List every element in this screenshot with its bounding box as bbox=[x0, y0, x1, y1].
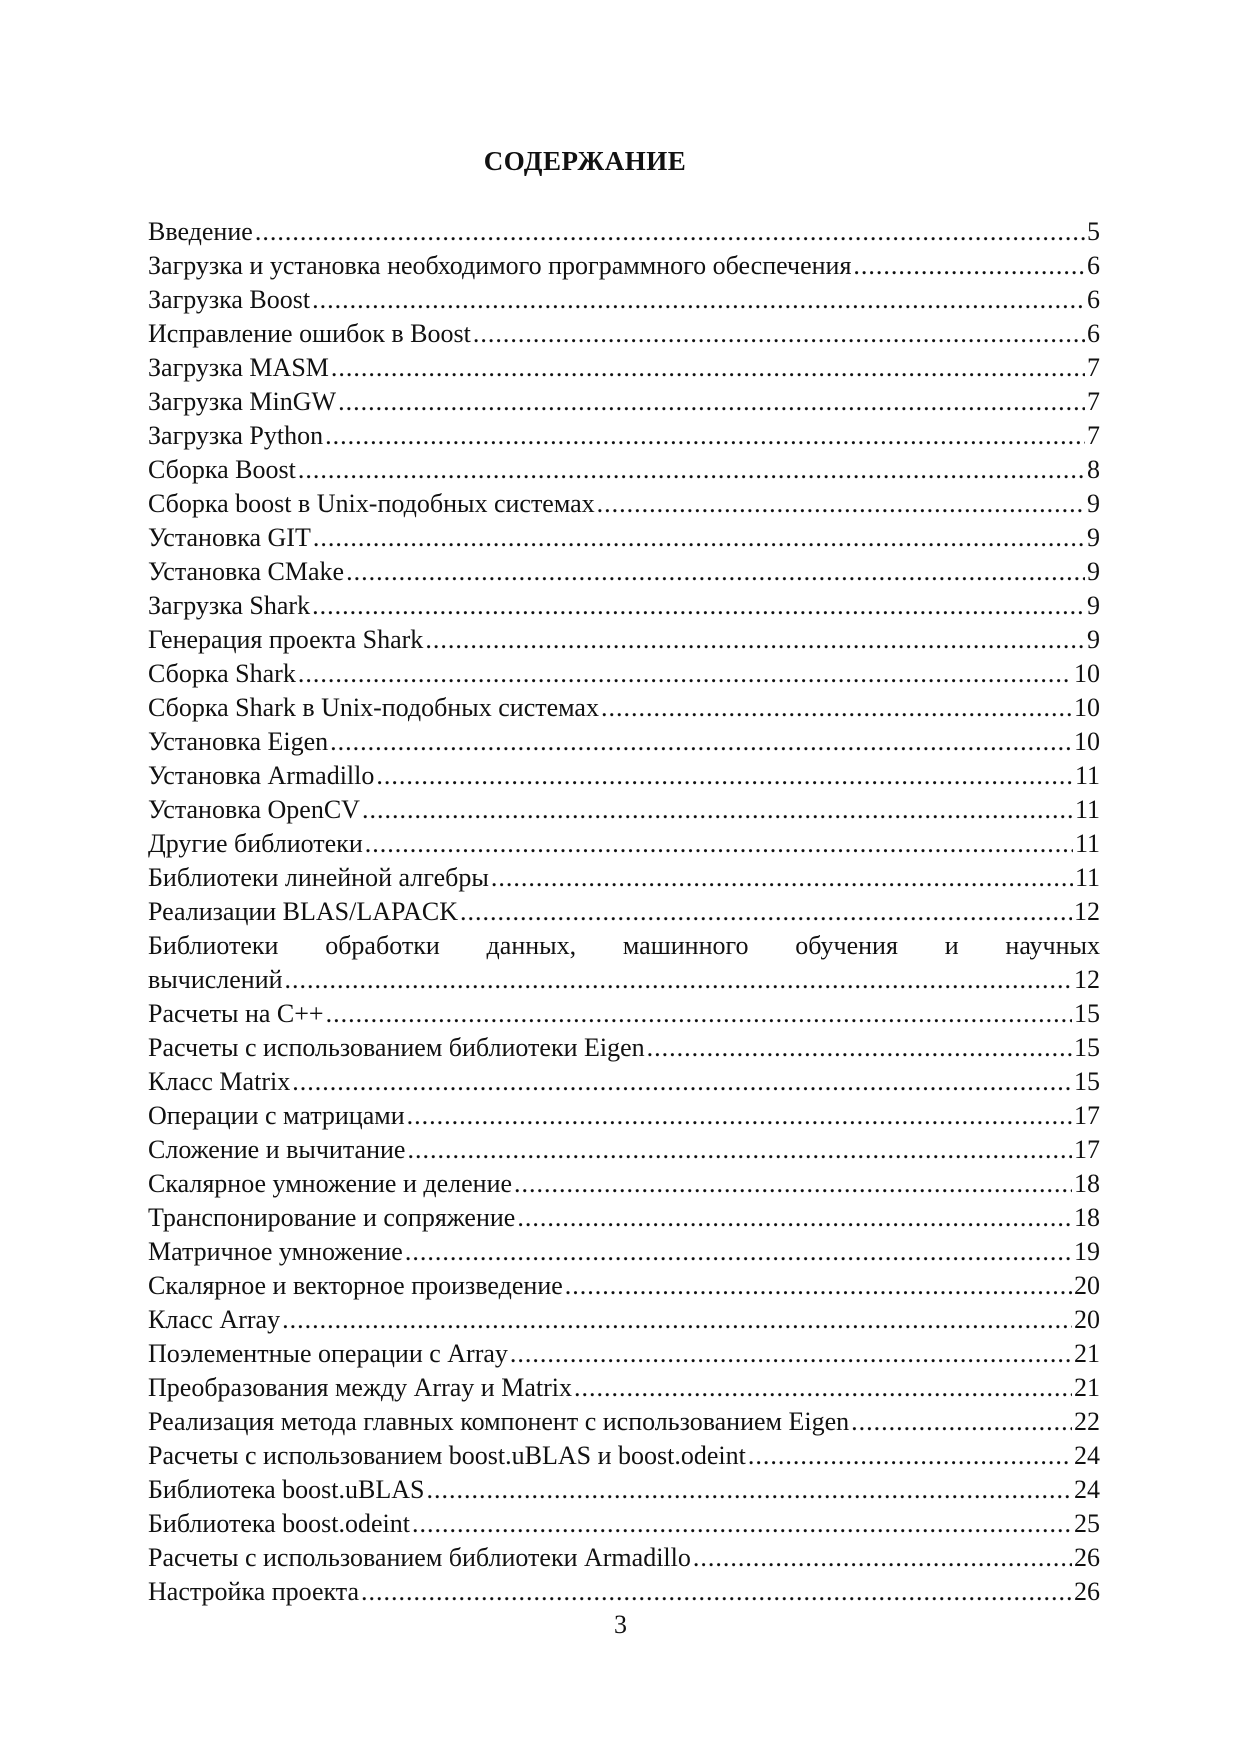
toc-entry bbox=[148, 249, 1100, 283]
toc-leader bbox=[851, 1405, 1072, 1439]
toc-leader bbox=[514, 1167, 1072, 1201]
toc-entry-text: Класс Matrix bbox=[148, 1067, 291, 1096]
toc-entry-text: Загрузка Boost bbox=[148, 285, 311, 314]
toc-page-number: 10 bbox=[1074, 659, 1100, 688]
toc-entry bbox=[148, 351, 1100, 385]
toc-entry bbox=[148, 1473, 1100, 1507]
toc-page-number: 7 bbox=[1087, 421, 1100, 450]
toc-entry-text: Расчеты на C++ bbox=[148, 999, 324, 1028]
toc-leader bbox=[331, 351, 1085, 385]
toc-leader bbox=[853, 249, 1085, 283]
toc-entry-text: Поэлементные операции с Array bbox=[148, 1339, 508, 1368]
toc-entry bbox=[148, 1099, 1100, 1133]
toc-page-number: 17 bbox=[1074, 1135, 1100, 1164]
toc-page-number: 8 bbox=[1087, 455, 1100, 484]
toc-leader bbox=[312, 283, 1085, 317]
toc-page-number: 9 bbox=[1087, 523, 1100, 552]
toc-leader bbox=[361, 1575, 1072, 1609]
toc-entry-text: Загрузка Shark bbox=[148, 591, 311, 620]
toc-entry bbox=[148, 793, 1100, 827]
toc-page-number: 21 bbox=[1074, 1373, 1100, 1402]
toc-entry-text: Сборка Shark в Unix-подобных системах bbox=[148, 693, 599, 722]
toc-entry bbox=[148, 827, 1100, 861]
toc-page-number: 15 bbox=[1074, 1067, 1100, 1096]
toc-entry bbox=[148, 759, 1100, 793]
toc-leader bbox=[365, 827, 1073, 861]
toc-leader bbox=[491, 861, 1073, 895]
toc-entry-text: Расчеты с использованием библиотеки Armadillo bbox=[148, 1543, 691, 1572]
toc-leader bbox=[362, 793, 1073, 827]
toc-entry bbox=[148, 317, 1100, 351]
toc-leader bbox=[426, 1473, 1072, 1507]
toc-entry bbox=[148, 997, 1100, 1031]
toc-entry-text: Загрузка и установка необходимого программного обеспечения bbox=[148, 251, 852, 280]
toc-entry-text: Реализации BLAS/LAPACK bbox=[148, 897, 458, 926]
toc-page-number: 7 bbox=[1087, 353, 1100, 382]
toc-leader bbox=[407, 1099, 1072, 1133]
toc-entry-text: вычислений bbox=[148, 965, 283, 994]
toc-entry bbox=[148, 1235, 1100, 1269]
toc-leader bbox=[473, 317, 1085, 351]
toc-leader bbox=[574, 1371, 1072, 1405]
toc-entry-text: Установка GIT bbox=[148, 523, 311, 552]
toc-leader bbox=[460, 895, 1072, 929]
toc-page-number: 26 bbox=[1074, 1577, 1100, 1606]
toc-entry bbox=[148, 1031, 1100, 1065]
toc-page-number: 10 bbox=[1074, 693, 1100, 722]
toc-page-number: 18 bbox=[1074, 1203, 1100, 1232]
toc-entry-text: Установка Eigen bbox=[148, 727, 329, 756]
toc-entry bbox=[148, 1405, 1100, 1439]
toc-page-number: 11 bbox=[1074, 795, 1100, 824]
toc-entry bbox=[148, 963, 1100, 997]
toc-entry-wrapped-line: Библиотеки обработки данных, машинного обучения и научных bbox=[148, 931, 1100, 960]
toc-page-number: 6 bbox=[1087, 285, 1100, 314]
toc-leader bbox=[405, 1235, 1072, 1269]
toc-leader bbox=[510, 1337, 1072, 1371]
toc-page-number: 5 bbox=[1087, 217, 1100, 246]
toc-entry-text: Сборка boost в Unix-подобных системах bbox=[148, 489, 595, 518]
toc-page-number: 6 bbox=[1087, 319, 1100, 348]
toc-entry bbox=[148, 1337, 1100, 1371]
toc-entry bbox=[148, 589, 1100, 623]
toc-page-number: 19 bbox=[1074, 1237, 1100, 1266]
toc-entry bbox=[148, 1439, 1100, 1473]
toc-entry bbox=[148, 1133, 1100, 1167]
toc-page-number: 26 bbox=[1074, 1543, 1100, 1572]
toc-entry-text: Библиотека boost.odeint bbox=[148, 1509, 410, 1538]
toc-leader bbox=[565, 1269, 1072, 1303]
toc-entry bbox=[148, 657, 1100, 691]
toc-entry bbox=[148, 555, 1100, 589]
toc-leader bbox=[693, 1541, 1072, 1575]
toc-entry-text: Загрузка Python bbox=[148, 421, 324, 450]
toc-entry-text: Расчеты с использованием библиотеки Eigen bbox=[148, 1033, 645, 1062]
toc-page-number: 10 bbox=[1074, 727, 1100, 756]
toc-page-number: 25 bbox=[1074, 1509, 1100, 1538]
toc-entry-text: Расчеты с использованием boost.uBLAS и boost.odeint bbox=[148, 1441, 746, 1470]
toc-entry-text: Матричное умножение bbox=[148, 1237, 403, 1266]
toc-entry bbox=[148, 419, 1100, 453]
toc-leader bbox=[326, 997, 1072, 1031]
toc-entry bbox=[148, 1269, 1100, 1303]
toc-page-number: 24 bbox=[1074, 1475, 1100, 1504]
table-of-contents bbox=[148, 215, 1100, 1609]
toc-entry-text: Класс Array bbox=[148, 1305, 281, 1334]
toc-leader bbox=[601, 691, 1072, 725]
toc-leader bbox=[292, 1065, 1072, 1099]
toc-leader bbox=[325, 419, 1085, 453]
toc-page-number: 22 bbox=[1074, 1407, 1100, 1436]
toc-leader bbox=[255, 215, 1085, 249]
toc-entry-text: Генерация проекта Shark bbox=[148, 625, 424, 654]
toc-page-number: 12 bbox=[1074, 897, 1100, 926]
toc-page-number: 7 bbox=[1087, 387, 1100, 416]
toc-leader bbox=[312, 589, 1085, 623]
toc-page-number: 15 bbox=[1074, 999, 1100, 1028]
toc-page-number: 15 bbox=[1074, 1033, 1100, 1062]
toc-entry-text: Загрузка MASM bbox=[148, 353, 329, 382]
toc-leader bbox=[647, 1031, 1072, 1065]
toc-leader bbox=[597, 487, 1085, 521]
toc-entry bbox=[148, 1541, 1100, 1575]
toc-leader bbox=[412, 1507, 1072, 1541]
toc-leader bbox=[425, 623, 1085, 657]
toc-page-number: 6 bbox=[1087, 251, 1100, 280]
toc-page-number: 11 bbox=[1074, 863, 1100, 892]
toc-entry bbox=[148, 1201, 1100, 1235]
toc-page-number: 9 bbox=[1087, 591, 1100, 620]
toc-entry-text: Реализация метода главных компонент с использованием Eigen bbox=[148, 1407, 850, 1436]
toc-entry bbox=[148, 283, 1100, 317]
toc-entry bbox=[148, 1303, 1100, 1337]
toc-page-number: 9 bbox=[1087, 557, 1100, 586]
toc-page-number: 17 bbox=[1074, 1101, 1100, 1130]
toc-leader bbox=[407, 1133, 1072, 1167]
toc-entry bbox=[148, 1371, 1100, 1405]
toc-leader bbox=[330, 725, 1072, 759]
toc-entry-text: Сложение и вычитание bbox=[148, 1135, 406, 1164]
toc-page-number: 11 bbox=[1074, 761, 1100, 790]
toc-entry-text: Операции с матрицами bbox=[148, 1101, 405, 1130]
toc-page-number: 11 bbox=[1074, 829, 1100, 858]
toc-entry-text: Библиотеки линейной алгебры bbox=[148, 863, 489, 892]
toc-page-number: 9 bbox=[1087, 489, 1100, 518]
toc-entry bbox=[148, 1167, 1100, 1201]
toc-entry-text: Введение bbox=[148, 217, 253, 246]
toc-entry-text: Установка Armadillo bbox=[148, 761, 375, 790]
toc-entry bbox=[148, 1065, 1100, 1099]
toc-leader bbox=[282, 1303, 1072, 1337]
toc-entry bbox=[148, 1575, 1100, 1609]
toc-entry bbox=[148, 725, 1100, 759]
toc-entry-text: Преобразования между Array и Matrix bbox=[148, 1373, 572, 1402]
toc-entry bbox=[148, 895, 1100, 929]
toc-entry bbox=[148, 215, 1100, 249]
toc-entry bbox=[148, 691, 1100, 725]
toc-page-number: 12 bbox=[1074, 965, 1100, 994]
toc-entry-text: Настройка проекта bbox=[148, 1577, 360, 1606]
page-title: СОДЕРЖАНИЕ bbox=[483, 146, 687, 176]
toc-page-number: 9 bbox=[1087, 625, 1100, 654]
toc-page-number: 18 bbox=[1074, 1169, 1100, 1198]
toc-entry bbox=[148, 861, 1100, 895]
toc-page-number: 24 bbox=[1074, 1441, 1100, 1470]
toc-entry-text: Исправление ошибок в Boost bbox=[148, 319, 471, 348]
toc-entry-text: Скалярное умножение и деление bbox=[148, 1169, 513, 1198]
toc-leader bbox=[338, 385, 1085, 419]
toc-leader bbox=[346, 555, 1085, 589]
toc-entry bbox=[148, 623, 1100, 657]
toc-leader bbox=[517, 1201, 1072, 1235]
toc-entry-text: Загрузка MinGW bbox=[148, 387, 337, 416]
page-number: 3 bbox=[614, 1610, 627, 1639]
toc-leader bbox=[748, 1439, 1072, 1473]
toc-entry bbox=[148, 1507, 1100, 1541]
toc-entry-text: Другие библиотеки bbox=[148, 829, 363, 858]
toc-leader bbox=[376, 759, 1073, 793]
toc-leader bbox=[298, 657, 1072, 691]
toc-entry-text: Сборка Boost bbox=[148, 455, 296, 484]
toc-entry-text: Транспонирование и сопряжение bbox=[148, 1203, 516, 1232]
toc-leader bbox=[285, 963, 1072, 997]
toc-entry bbox=[148, 487, 1100, 521]
toc-entry-text: Сборка Shark bbox=[148, 659, 296, 688]
toc-entry-text: Установка OpenCV bbox=[148, 795, 360, 824]
toc-leader bbox=[298, 453, 1085, 487]
toc-entry-text: Скалярное и векторное произведение bbox=[148, 1271, 563, 1300]
toc-entry bbox=[148, 385, 1100, 419]
toc-page-number: 20 bbox=[1074, 1271, 1100, 1300]
toc-entry bbox=[148, 521, 1100, 555]
toc-entry-text: Установка CMake bbox=[148, 557, 345, 586]
toc-entry bbox=[148, 453, 1100, 487]
toc-page-number: 20 bbox=[1074, 1305, 1100, 1334]
toc-leader bbox=[313, 521, 1085, 555]
toc-entry-text: Библиотека boost.uBLAS bbox=[148, 1475, 425, 1504]
toc-page-number: 21 bbox=[1074, 1339, 1100, 1368]
